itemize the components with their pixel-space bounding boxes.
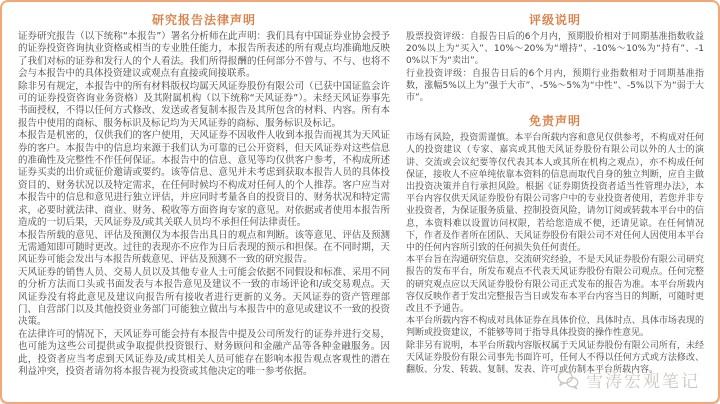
watermark-label: 雪涛宏观笔记 [586, 372, 700, 392]
research-report-legal-statement-section [18, 12, 390, 390]
legal-statement-paragraph: 本报告所载的意见、评估及预测仅为本报告出具日的观点和判断。该等意见、评估及预测无需通知即可随时更改。过往的表现亦不应作为日后表现的预示和担保。在不同时期，天风证券可能会发出与本报告所载意见、评估及预测不一致的研究报告。 [18, 229, 390, 266]
disclaimer-body [406, 132, 704, 376]
watermark [556, 367, 700, 392]
legal-statement-body [18, 31, 390, 378]
legal-statement-paragraph: 天风证券的销售人员、交易人员以及其他专业人士可能会依据不同假设和标准、采用不同的分析方法而口头或书面发表与本报告意见及建议不一致的市场评论和/或交易观点。天风证券没有将此意见及建议向报告所有接收者进行更新的义务。天风证券的资产管理部门、自营部门以及其他投资业务部门可能独立做出与本报告中的意见或建议不一致的投资决策。 [18, 266, 390, 328]
disclaimer-paragraph: 除非另有说明，本平台所载内容版权属于天风证券股份有限公司所有，未经天风证券股份有限公司事先书面许可，任何人不得以任何方式或方法修改、翻版、分发、转载、复制、发表、许可或仿制本平台所载内容。 [406, 340, 704, 376]
legal-statement-paragraph: 除非另有规定，本报告中的所有材料版权均属天风证券股份有限公司（已获中国证监会许可的证券投资咨询业务资格）及其附属机构（以下统称“天风证券”）。未经天风证券事先书面授权，不得以任何方式修改、发送或者复制本报告及其所包含的材料、内容。所有本报告中使用的商标、服务标识及标记均为天风证券的商标、服务标识及标记。 [18, 80, 390, 129]
rating-paragraph: 股票投资评级：自报告日后的6个月内，预期股价相对于同期基准指数收益20%以上为“买入”、10%～20%为“增持”、-10%～10%为“持有”、-10%以下为“卖出”。 [406, 32, 704, 67]
disclaimer-paragraph: 本平台所载内容不构成对具体证券在具体价位、具体时点、具体市场表现的判断或投资建议，不能够等同于指导具体投资的操作性意见。 [406, 316, 704, 339]
disclaimer-paragraph: 市场有风险，投资需谨慎。本平台所载内容和意见仅供参考，不构成对任何人的投资建议（专家、嘉宾或其他天风证券股份有限公司以外的人士的演讲、交流或会议纪要等仅代表其本人或其所在机构之观点），亦不构成任何保证，接收人不应单纯依靠本资料的信息而取代自身的独立判断，应自主做出投资决策并自行承担风险。根据《证券期货投资者适当性管理办法》，本平台内容仅供天风证券股份有限公司客户中的专业投资者使用，若您并非专业投资者，为保证服务质量、控制投资风险，请勿订阅或转载本平台中的信息，本资料难以设置访问权限，若给您造成不便，还请见谅。在任何情况下，作者及作者所在团队、天风证券股份有限公司不对任何人因使用本平台中的任何内容所引致的任何损失负任何责任。 [406, 133, 704, 254]
disclaimer-paragraph: 本平台旨在沟通研究信息，交流研究经验，不是天风证券股份有限公司研究报告的发布平台，所发布观点不代表天风证券股份有限公司观点。任何完整的研究观点应以天风证券股份有限公司正式发布的报告为准。本平台所载内容仅反映作者于发出完整报告当日或发布本平台内容当日的判断，可随时更改且不予通告。 [406, 255, 704, 315]
rating-paragraph: 行业投资评级：自报告日后的6个月内，预期行业指数相对于同期基准指数，涨幅5%以上为“强于大市”、-5%～5%为“中性”、-5%以下为“弱于大市”。 [406, 68, 704, 104]
rating-explanation-body [406, 31, 704, 104]
legal-statement-paragraph: 本报告是机密的，仅供我们的客户使用，天风证券不因收件人收到本报告而视其为天风证券的客户。本报告中的信息均来源于我们认为可靠的已公开资料，但天风证券对这些信息的准确性及完整性不作任何保证。本报告中的信息、意见等均仅供客户参考，不构成所述证券买卖的出价或征价邀请或要约。该等信息、意见并未考虑到获取本报告人员的具体投资目的、财务状况以及特定需求，在任何时候均不构成对任何人的个人推荐。客户应当对本报告中的信息和意见进行独立评估，并应同时考量各自的投资目的、财务状况和特定需求，必要时就法律、商业、财务、税收等方面咨询专家的意见。对依据或者使用本报告所造成的一切后果，天风证券及/或其关联人员均不承担任何法律责任。 [18, 130, 390, 229]
rating-explanation-title: 评级说明 [528, 13, 581, 27]
legal-statement-paragraph: 证券研究报告（以下统称“本报告”）署名分析师在此声明：我们具有中国证券业协会授予的证券投资咨询执业资格或相当的专业胜任能力，本报告所表述的所有观点均准确地反映了我们对标的证券和发行人的个人看法。我们所得报酬的任何部分不曾与、不与、也将不会与本报告中的具体投资建议或观点有直接或间接联系。 [18, 31, 390, 80]
disclaimer-title: 免责声明 [528, 114, 581, 129]
legal-statement-paragraph: 在法律许可的情况下，天风证券可能会持有本报告中提及公司所发行的证券并进行交易，也可能为这些公司提供或争取提供投资银行、财务顾问和金融产品等各种金融服务。因此，投资者应当考虑到天风证券及/或其相关人员可能存在影响本报告观点客观性的潜在利益冲突，投资者请勿将本报告视为投资或其他决定的唯一参考依据。 [18, 328, 390, 377]
wechat-icon [556, 368, 580, 392]
rating-and-disclaimer-section [406, 12, 704, 390]
legal-statement-title: 研究报告法律声明 [151, 13, 256, 27]
